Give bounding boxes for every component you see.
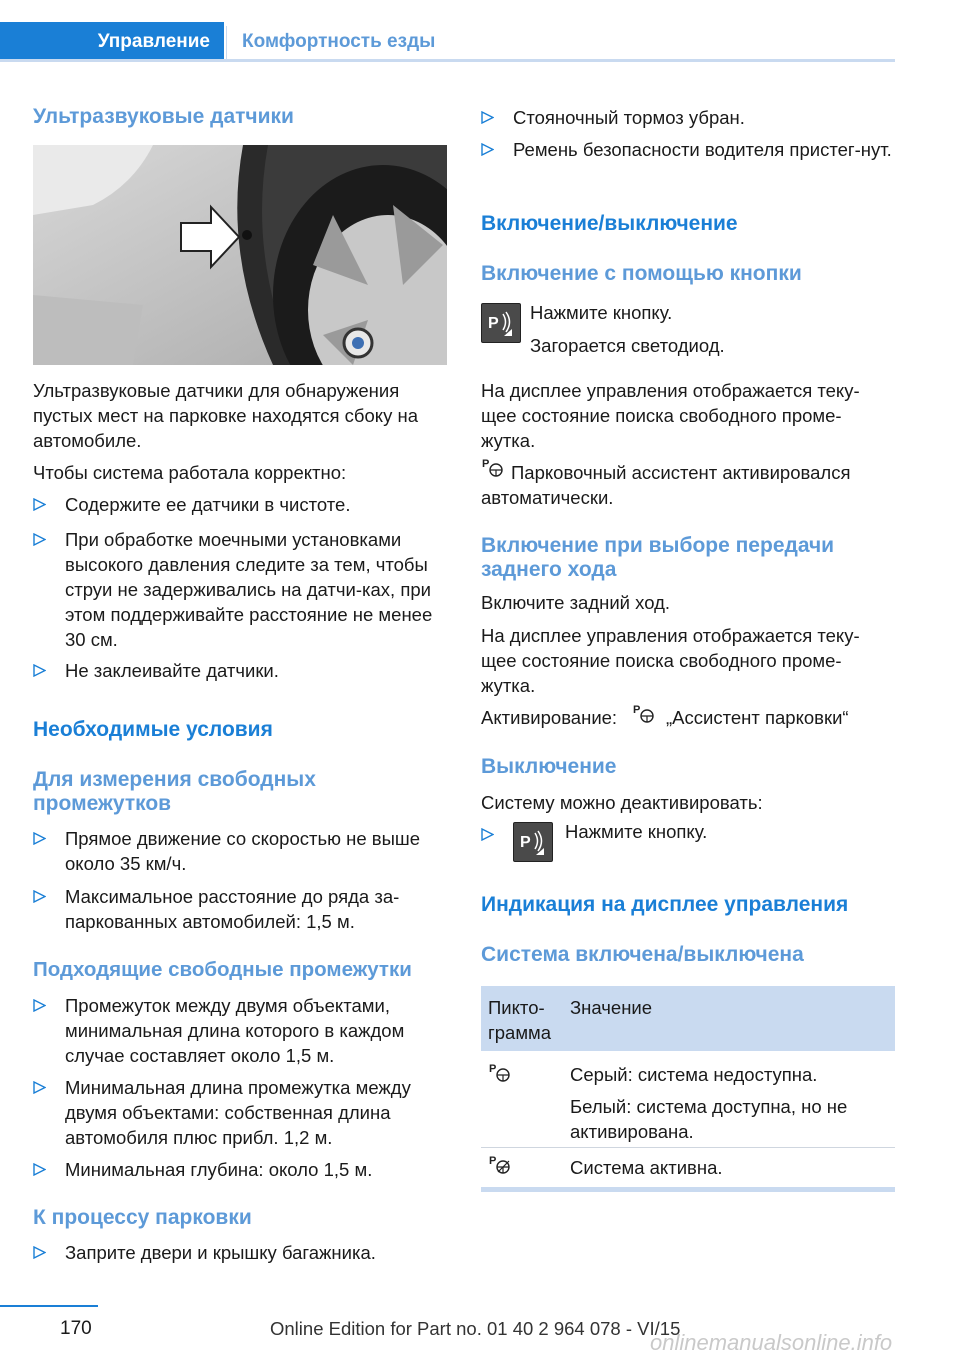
table-row-divider [481,1147,895,1148]
park-assist-status-icon [488,1061,512,1083]
svg-text:P: P [488,315,499,332]
heading-onoff: Включение/выключение [481,212,738,235]
off-bullet-text: Нажмите кнопку. [565,821,708,842]
heading-button: Включение с помощью кнопки [481,262,802,285]
table-bottom-rule [481,1187,895,1192]
park-assist-active-status-icon [488,1153,512,1175]
list-item [481,105,895,130]
header-rule [0,59,895,62]
list-item [33,1157,447,1182]
triangle-bullet-icon [33,832,47,846]
sensor-photo-illustration [33,145,447,365]
list-item [33,1075,447,1150]
page-number: 170 [60,1318,92,1339]
header-separator [226,26,227,60]
svg-text:P: P [489,1155,497,1167]
list-item [481,137,895,187]
triangle-bullet-icon [33,999,47,1013]
list-item-text: Не заклеивайте датчики. [65,660,279,681]
list-item [33,826,447,876]
paragraph-auto: Парковочный ассистент активировался автоматически. [481,462,851,508]
triangle-bullet-icon [33,890,47,904]
list-item-text: Минимальная глубина: около 1,5 м. [65,1159,373,1180]
paragraph-reverse: Включите задний ход. [481,592,671,613]
table-cell: Белый: система доступна, но не активирована. [570,1096,848,1142]
park-assist-button-icon [481,303,521,343]
triangle-bullet-icon [33,664,47,678]
list-item [33,492,447,517]
triangle-bullet-icon [481,143,495,157]
list-item [33,658,447,683]
button-led-text: Загорается светодиод. [530,335,725,356]
list-item-text: При обработке моечными установками высокого давления следите за тем, чтобы струи не задерживались на датчи-ках, при этом поддерживайте расстояние не менее 30 см. [65,529,433,650]
heading-off: Выключение [481,755,617,778]
edition-text: Online Edition for Part no. 01 40 2 964 078 - VI/15 [270,1318,681,1339]
list-item [33,884,447,934]
list-item-text: Содержите ее датчики в чистоте. [65,494,351,515]
paragraph-display: На дисплее управления отображается теку-щее состояние поиска свободного проме-жутка. [481,380,860,451]
park-assist-menu-icon [632,702,656,724]
activation-value: „Ассистент парковки“ [666,707,849,728]
triangle-bullet-icon [33,1081,47,1095]
heading-suitable: Подходящие свободные промежутки [33,958,412,981]
heading-system: Система включена/выключена [481,943,804,966]
paragraph-display-2: На дисплее управления отображается теку-щее состояние поиска свободного проме-жутка. [481,625,860,696]
triangle-bullet-icon [481,828,494,846]
list-item-text: Максимальное расстояние до ряда за-паркованных автомобилей: 1,5 м. [65,886,400,932]
sensor-location-photo [33,145,447,365]
table-cell: Система активна. [570,1157,723,1178]
heading-process: К процессу парковки [33,1206,252,1229]
triangle-bullet-icon [33,533,47,547]
paragraph-correct: Чтобы система работала корректно: [33,462,347,483]
triangle-bullet-icon [481,111,495,125]
list-item-text: Минимальная длина промежутка между двумя объектами: собственная длина автомобиля плюс прибл. 1,2 м. [65,1077,411,1148]
list-item-text: Стояночный тормоз убран. [513,107,745,128]
triangle-bullet-icon [33,498,47,512]
heading-indication: Индикация на дисплее управления [481,893,849,916]
watermark-text: onlinemanualsonline.info [650,1330,893,1355]
button-press-text: Нажмите кнопку. [530,302,673,323]
triangle-bullet-icon [33,1246,47,1260]
heading-measure: Для измерения свободных промежутков [33,768,316,815]
paragraph-sensors: Ультразвуковые датчики для обнаружения пустых мест на парковке находятся сбоку на автомобиле. [33,380,418,451]
heading-conditions: Необходимые условия [33,718,273,741]
svg-text:P: P [633,704,641,716]
list-item [33,1240,447,1265]
header-tab-active [0,22,224,62]
list-item-text: Заприте двери и крышку багажника. [65,1242,376,1263]
heading-reverse: Включение при выборе передачи заднего хода [481,534,835,581]
list-item [33,993,447,1068]
triangle-bullet-icon [33,1163,47,1177]
list-item-text: Промежуток между двумя объектами, минимальная длина которого в каждом случае составляет около 1,5 м. [65,995,405,1066]
svg-text:P: P [482,458,490,470]
svg-text:P: P [520,834,531,851]
table-header-meaning: Значение [570,997,653,1018]
header-tab-active-label: Управление [97,31,210,52]
activation-label: Активирование: [481,707,618,728]
header-section-title: Комфортность езды [242,31,436,52]
park-assist-button-icon [513,822,553,862]
list-item [33,527,447,652]
table-header-pictogram: Пикто-грамма [488,997,552,1043]
table-cell: Серый: система недоступна. [570,1064,818,1085]
footer-rule [0,1305,98,1307]
list-item-text: Прямое движение со скоростью не выше около 35 км/ч. [65,828,421,874]
paragraph-off: Систему можно деактивировать: [481,792,763,813]
list-item-text: Ремень безопасности водителя пристег-нут. [513,139,892,160]
heading-sensors: Ультразвуковые датчики [33,105,294,128]
svg-text:P: P [489,1063,497,1075]
